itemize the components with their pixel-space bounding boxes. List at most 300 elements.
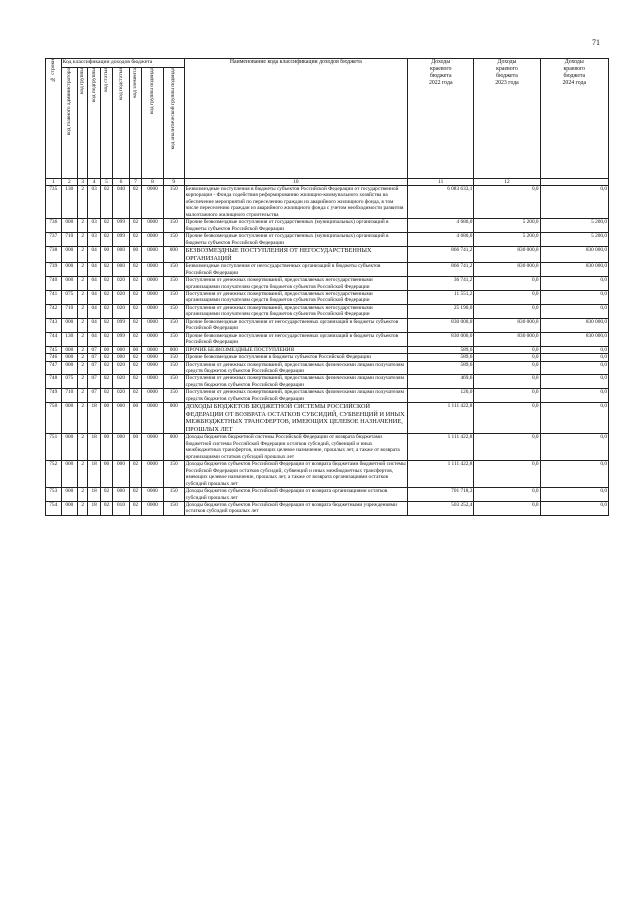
subarticle-code: 000 [113,434,130,461]
article-code: 02 [100,488,112,502]
column-number: 8 [142,179,164,186]
subkind-code: 0000 [142,247,164,263]
revenue-name: Поступления от денежных пожертвований, предоставляемых негосударственными организациями получателям средств бюджетов субъектов Российской Федерации [184,304,408,318]
element-code: 02 [129,304,141,318]
subkind-code: 0000 [142,403,164,434]
row-number: 751 [46,434,62,461]
element-code: 02 [129,233,141,247]
value-2023: 0,0 [474,346,540,353]
admin-code: 000 [61,277,78,291]
value-2024: 830 000,0 [540,318,608,332]
row-number: 752 [46,461,62,488]
subgroup-code: 18 [88,461,100,488]
subgroup-code: 18 [88,501,100,515]
subkind-code: 0000 [142,389,164,403]
table-row [46,277,609,291]
value-2023: 5 200,0 [474,233,540,247]
row-number: 739 [46,263,62,277]
table-row [46,247,609,263]
table-row [46,263,609,277]
analytic-code: 150 [163,375,184,389]
analytic-code: 150 [163,186,184,219]
value-2023: 0,0 [474,186,540,219]
value-2022: 4 680,0 [408,219,474,233]
column-number: 2 [61,179,78,186]
element-code: 02 [129,488,141,502]
subarticle-code: 020 [113,290,130,304]
col-header-admin: код главного администратора [61,68,78,179]
group-code: 2 [78,361,88,375]
group-code: 2 [78,263,88,277]
value-2024: 0,0 [540,290,608,304]
analytic-code: 000 [163,247,184,263]
value-2024: 5 200,0 [540,219,608,233]
subgroup-code: 03 [88,219,100,233]
subarticle-code: 010 [113,501,130,515]
revenue-name: Поступления от денежных пожертвований, предоставляемых негосударственными организациями получателям средств бюджетов субъектов Российской Федерации [184,277,408,291]
subkind-code: 0000 [142,488,164,502]
analytic-code: 150 [163,389,184,403]
subarticle-code: 020 [113,361,130,375]
admin-code: 000 [61,263,78,277]
admin-code: 000 [61,219,78,233]
element-code: 02 [129,375,141,389]
analytic-code: 150 [163,461,184,488]
value-2023: 830 000,0 [474,318,540,332]
subkind-code: 0000 [142,304,164,318]
table-row [46,318,609,332]
admin-code: 000 [61,403,78,434]
value-2022: 36 741,2 [408,277,474,291]
row-number: 740 [46,277,62,291]
article-code: 02 [100,318,112,332]
value-2022: 469,6 [408,375,474,389]
value-2023: 0,0 [474,361,540,375]
article-code: 02 [100,233,112,247]
value-2022: 589,6 [408,361,474,375]
element-code: 02 [129,389,141,403]
admin-code: 000 [61,346,78,353]
article-code: 02 [100,290,112,304]
revenue-name: ПРОЧИЕ БЕЗВОЗМЕЗДНЫЕ ПОСТУПЛЕНИЯ [184,346,408,353]
subarticle-code: 000 [113,488,130,502]
revenue-name: Прочие безвозмездные поступления в бюджеты субъектов Российской Федерации [184,354,408,361]
revenue-name: БЕЗВОЗМЕЗДНЫЕ ПОСТУПЛЕНИЯ ОТ НЕГОСУДАРСТВЕННЫХ ОРГАНИЗАЦИЙ [184,247,408,263]
subarticle-code: 000 [113,247,130,263]
element-code: 02 [129,263,141,277]
revenue-name: Прочие безвозмездные поступления от государственных (муниципальных) организаций в бюджеты субъектов Российской Федерации [184,233,408,247]
subarticle-code: 099 [113,318,130,332]
column-number: 9 [163,179,184,186]
admin-code: 710 [61,304,78,318]
row-number: 745 [46,346,62,353]
column-number: 5 [100,179,112,186]
subgroup-code: 07 [88,361,100,375]
subarticle-code: 000 [113,263,130,277]
group-code: 2 [78,461,88,488]
value-2024: 0,0 [540,304,608,318]
admin-code: 075 [61,290,78,304]
col-header-element: код элемента [129,68,141,179]
row-number: 744 [46,332,62,346]
analytic-code: 150 [163,219,184,233]
article-code: 02 [100,219,112,233]
page-number: 71 [592,38,600,47]
subkind-code: 0000 [142,346,164,353]
group-code: 2 [78,186,88,219]
subkind-code: 0000 [142,186,164,219]
group-code: 2 [78,290,88,304]
row-number: 750 [46,403,62,434]
admin-code: 000 [61,354,78,361]
value-2022: 1 111 422,8 [408,403,474,434]
group-code: 2 [78,219,88,233]
revenue-name: Доходы бюджетов субъектов Российской Федерации от возврата бюджетными учреждениями остатков субсидий прошлых лет [184,501,408,515]
admin-code: 000 [61,247,78,263]
col-header-row-number: № строки [46,59,62,179]
value-2023: 830 000,0 [474,247,540,263]
subarticle-code: 000 [113,354,130,361]
subkind-code: 0000 [142,501,164,515]
subkind-code: 0000 [142,332,164,346]
row-number: 743 [46,318,62,332]
value-2024: 0,0 [540,403,608,434]
subgroup-code: 07 [88,389,100,403]
value-2023: 0,0 [474,501,540,515]
article-code: 02 [100,375,112,389]
admin-code: 000 [61,318,78,332]
value-2024: 0,0 [540,277,608,291]
table-row [46,375,609,389]
group-code: 2 [78,277,88,291]
subarticle-code: 099 [113,332,130,346]
admin-code: 000 [61,361,78,375]
analytic-code: 150 [163,501,184,515]
row-number: 738 [46,247,62,263]
subarticle-code: 020 [113,389,130,403]
value-2022: 120,0 [408,389,474,403]
value-2023: 0,0 [474,488,540,502]
subarticle-code: 020 [113,304,130,318]
element-code: 00 [129,346,141,353]
table-row [46,304,609,318]
group-code: 2 [78,332,88,346]
admin-code: 710 [61,233,78,247]
subgroup-code: 18 [88,488,100,502]
revenue-name: Безвозмездные поступления от негосударственных организаций в бюджеты субъектов Российской Федерации [184,263,408,277]
analytic-code: 150 [163,332,184,346]
value-2023: 0,0 [474,304,540,318]
column-number: 10 [184,179,408,186]
value-2022: 1 111 422,8 [408,434,474,461]
admin-code: 130 [61,186,78,219]
subkind-code: 0000 [142,434,164,461]
value-2023: 5 200,0 [474,219,540,233]
value-2024: 0,0 [540,488,608,502]
value-2022: 866 741,2 [408,263,474,277]
subgroup-code: 18 [88,403,100,434]
col-header-2024: Доходы краевого бюджета 2024 года [540,59,608,179]
admin-code: 130 [61,332,78,346]
group-code: 2 [78,354,88,361]
article-code: 00 [100,461,112,488]
col-group-title: Код классификации доходов бюджета [61,59,184,68]
row-number: 736 [46,219,62,233]
subarticle-code: 020 [113,375,130,389]
col-header-analytic: код аналитической группы подвида [163,68,184,179]
row-number: 749 [46,389,62,403]
group-code: 2 [78,318,88,332]
subarticle-code: 099 [113,219,130,233]
value-2022: 589,6 [408,346,474,353]
value-2024: 830 000,0 [540,263,608,277]
subgroup-code: 04 [88,290,100,304]
group-code: 2 [78,488,88,502]
value-2024: 5 200,0 [540,233,608,247]
subkind-code: 0000 [142,361,164,375]
group-code: 2 [78,501,88,515]
value-2024: 0,0 [540,501,608,515]
table-row [46,488,609,502]
value-2023: 0,0 [474,389,540,403]
table-row [46,403,609,434]
subkind-code: 0000 [142,318,164,332]
analytic-code: 150 [163,277,184,291]
value-2022: 1 111 422,8 [408,461,474,488]
revenue-name: Доходы бюджетов бюджетной системы Российской Федерации от возврата бюджетами бюджетной системы Российской Федерации остатков субсидий, субвенций и иных межбюджетных трансфертов, имеющих целевое назначение, прошлых лет, а также от возврата организациями остатков субсидий прошлых лет [184,434,408,461]
value-2023: 0,0 [474,354,540,361]
article-code: 02 [100,361,112,375]
col-header-subgroup: код подгруппы [88,68,100,179]
column-number: 12 [474,179,540,186]
table-row [46,332,609,346]
analytic-code: 150 [163,318,184,332]
subarticle-code: 000 [113,346,130,353]
article-code: 00 [100,247,112,263]
value-2022: 11 551,2 [408,290,474,304]
value-2023: 830 000,0 [474,263,540,277]
revenue-name: Безвозмездные поступления в бюджеты субъектов Российской Федерации от государственной корпорации - Фонда содействия реформированию жилищно-коммунального хозяйства на обеспечение мероприятий по переселению граждан из аварийного жилищного фонда, в том числе переселению граждан из аварийного жилищного фонда с учетом необходимости развития малоэтажного жилищного строительства [184,186,408,219]
element-code: 02 [129,186,141,219]
value-2023: 0,0 [474,434,540,461]
value-2022: 830 000,0 [408,318,474,332]
row-number: 753 [46,488,62,502]
row-number: 746 [46,354,62,361]
subarticle-code: 000 [113,403,130,434]
group-code: 2 [78,304,88,318]
value-2023: 0,0 [474,375,540,389]
analytic-code: 000 [163,434,184,461]
revenue-name: Поступления от денежных пожертвований, предоставляемых физическими лицами получателям средств бюджетов субъектов Российской Федерации [184,389,408,403]
column-number: 3 [78,179,88,186]
revenue-name: Прочие безвозмездные поступления от негосударственных организаций в бюджеты субъектов Российской Федерации [184,332,408,346]
element-code: 02 [129,361,141,375]
element-code: 00 [129,434,141,461]
row-number: 737 [46,233,62,247]
value-2024: 0,0 [540,354,608,361]
revenue-name: Поступления от денежных пожертвований, предоставляемых физическими лицами получателям средств бюджетов субъектов Российской Федерации [184,375,408,389]
element-code: 02 [129,277,141,291]
budget-revenue-table [45,58,609,516]
article-code: 02 [100,186,112,219]
admin-code: 000 [61,461,78,488]
element-code: 02 [129,354,141,361]
col-header-name: Наименование кода классификации доходов бюджета [184,59,408,179]
table-row [46,290,609,304]
subgroup-code: 07 [88,354,100,361]
table-row [46,354,609,361]
subarticle-code: 000 [113,461,130,488]
column-number: 11 [408,179,474,186]
value-2024: 830 000,0 [540,247,608,263]
row-number: 747 [46,361,62,375]
admin-code: 000 [61,488,78,502]
value-2022: 25 190,0 [408,304,474,318]
table-row [46,219,609,233]
revenue-name: Доходы бюджетов субъектов Российской Федерации от возврата бюджетами бюджетной системы Российской Федерации остатков субсидий, субвенций и иных межбюджетных трансфертов, имеющих целевое назначение, прошлых лет, а также от возврата организациями остатков субсидий прошлых лет [185,461,406,487]
group-code: 2 [78,247,88,263]
subarticle-code: 099 [113,233,130,247]
group-code: 2 [78,389,88,403]
revenue-name: Прочие безвозмездные поступления от негосударственных организаций в бюджеты субъектов Российской Федерации [184,318,408,332]
admin-code: 710 [61,389,78,403]
subgroup-code: 03 [88,186,100,219]
value-2023: 0,0 [474,461,540,488]
element-code: 00 [129,247,141,263]
analytic-code: 150 [163,354,184,361]
value-2022: 830 000,0 [408,332,474,346]
row-number: 748 [46,375,62,389]
value-2024: 0,0 [540,361,608,375]
value-2023: 0,0 [474,290,540,304]
element-code: 02 [129,219,141,233]
column-number [540,179,608,186]
value-2023: 0,0 [474,277,540,291]
table-row [46,361,609,375]
subkind-code: 0000 [142,290,164,304]
subkind-code: 0000 [142,354,164,361]
revenue-name: ДОХОДЫ БЮДЖЕТОВ БЮДЖЕТНОЙ СИСТЕМЫ РОССИЙСКОЙ ФЕДЕРАЦИИ ОТ ВОЗВРАТА ОСТАТКОВ СУБСИДИЙ, СУБВЕНЦИЙ И ИНЫХ МЕЖБЮДЖЕТНЫХ ТРАНСФЕРТОВ, ИМЕЮЩИХ ЦЕЛЕВОЕ НАЗНАЧЕНИЕ, ПРОШЛЫХ ЛЕТ [184,403,408,434]
subgroup-code: 04 [88,318,100,332]
article-code: 02 [100,263,112,277]
analytic-code: 150 [163,263,184,277]
article-code: 02 [100,389,112,403]
value-2024: 0,0 [540,461,608,488]
group-code: 2 [78,375,88,389]
analytic-code: 000 [163,346,184,353]
col-header-2022: Доходы краевого бюджета 2022 года [408,59,474,179]
subgroup-code: 04 [88,304,100,318]
element-code: 02 [129,332,141,346]
admin-code: 075 [61,375,78,389]
article-code: 00 [100,346,112,353]
value-2022: 866 741,2 [408,247,474,263]
revenue-name: Поступления от денежных пожертвований, предоставляемых негосударственными организациями получателям средств бюджетов субъектов Российской Федерации [184,290,408,304]
article-code: 02 [100,501,112,515]
subgroup-code: 03 [88,233,100,247]
table-row [46,461,609,488]
subarticle-code: 020 [113,277,130,291]
subkind-code: 0000 [142,461,164,488]
subgroup-code: 04 [88,263,100,277]
analytic-code: 150 [163,290,184,304]
value-2024: 0,0 [540,346,608,353]
value-2024: 0,0 [540,186,608,219]
value-2022: 701 718,3 [408,488,474,502]
table-row [46,501,609,515]
group-code: 2 [78,346,88,353]
table-row [46,186,609,219]
analytic-code: 150 [163,304,184,318]
row-number: 741 [46,290,62,304]
group-code: 2 [78,403,88,434]
article-code: 00 [100,434,112,461]
column-number-row [46,179,609,186]
subgroup-code: 04 [88,277,100,291]
value-2024: 0,0 [540,389,608,403]
analytic-code: 150 [163,233,184,247]
subgroup-code: 04 [88,247,100,263]
element-code: 02 [129,290,141,304]
article-code: 02 [100,332,112,346]
value-2022: 589,6 [408,354,474,361]
revenue-name: Поступления от денежных пожертвований, предоставляемых физическими лицами получателям средств бюджетов субъектов Российской Федерации [184,361,408,375]
revenue-name: Доходы бюджетов субъектов Российской Федерации от возврата организациями остатков субсидий прошлых лет [184,488,408,502]
row-number: 742 [46,304,62,318]
value-2024: 830 000,0 [540,332,608,346]
subkind-code: 0000 [142,375,164,389]
column-number: 1 [46,179,62,186]
table-row [46,389,609,403]
table-row [46,346,609,353]
col-header-subarticle: код подстатьи [113,68,130,179]
col-header-group: код группы [78,68,88,179]
subkind-code: 0000 [142,277,164,291]
value-2022: 6 083 633,1 [408,186,474,219]
element-code: 02 [129,461,141,488]
revenue-name: Прочие безвозмездные поступления от государственных (муниципальных) организаций в бюджеты субъектов Российской Федерации [184,219,408,233]
group-code: 2 [78,233,88,247]
admin-code: 000 [61,501,78,515]
article-code: 00 [100,403,112,434]
article-code: 02 [100,277,112,291]
subkind-code: 0000 [142,233,164,247]
value-2023: 830 000,0 [474,332,540,346]
article-code: 02 [100,354,112,361]
subarticle-code: 040 [113,186,130,219]
row-number: 735 [46,186,62,219]
analytic-code: 150 [163,361,184,375]
column-number: 7 [129,179,141,186]
group-code: 2 [78,434,88,461]
subgroup-code: 04 [88,332,100,346]
table-row [46,233,609,247]
subgroup-code: 18 [88,434,100,461]
table-row [46,434,609,461]
value-2024: 0,0 [540,375,608,389]
row-number: 754 [46,501,62,515]
subgroup-code: 07 [88,375,100,389]
col-header-2023: Доходы краевого бюджета 2023 года [474,59,540,179]
col-header-article: код статьи [100,68,112,179]
value-2022: 4 680,0 [408,233,474,247]
column-number: 6 [113,179,130,186]
value-2024: 0,0 [540,434,608,461]
col-header-subkind: код группы подвида [142,68,164,179]
column-number: 4 [88,179,100,186]
admin-code: 000 [61,434,78,461]
subkind-code: 0000 [142,263,164,277]
